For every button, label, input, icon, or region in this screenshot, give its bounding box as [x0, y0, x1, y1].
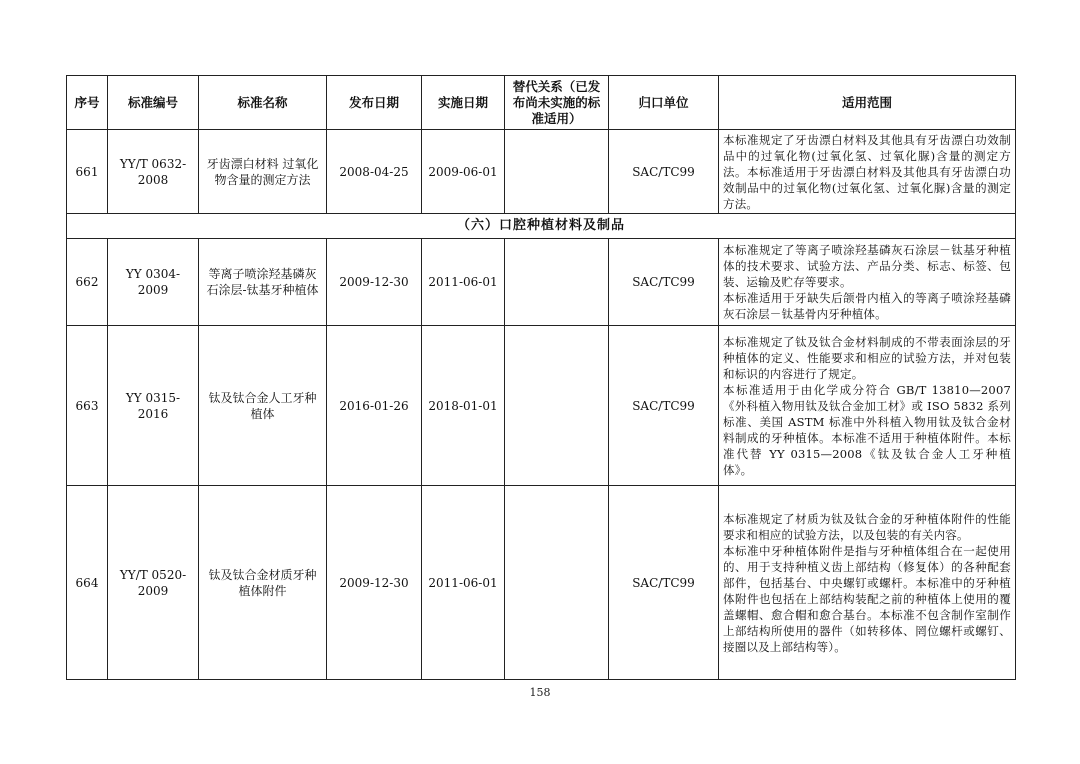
row-standard-code: YY 0315-2016 [108, 326, 199, 486]
section-title: （六）口腔种植材料及制品 [67, 214, 1016, 239]
header-implement-date: 实施日期 [422, 76, 505, 130]
header-scope: 适用范围 [719, 76, 1016, 130]
section-row [67, 214, 1016, 239]
table-row [67, 239, 1016, 326]
row-scope [719, 326, 1016, 486]
row-unit: SAC/TC99 [609, 130, 719, 214]
page-number: 158 [529, 686, 551, 699]
row-replacement [505, 239, 609, 326]
row-publish-date: 2009-12-30 [327, 239, 422, 326]
table-row [67, 486, 1016, 680]
row-scope [719, 130, 1016, 214]
scope-paragraph: 本标准规定了牙齿漂白材料及其他具有牙齿漂白功效制品中的过氧化物(过氧化氢、过氧化脲)含量的测定方法。本标准适用于牙齿漂白材料及其他具有牙齿漂白功效制品中的过氧化物(过氧化氢、过氧化脲)含量的测定方法。 [723, 132, 1011, 211]
row-scope [719, 486, 1016, 680]
row-standard-name: 钛及钛合金材质牙种植体附件 [199, 486, 327, 680]
row-publish-date: 2009-12-30 [327, 486, 422, 680]
row-replacement [505, 326, 609, 486]
row-unit: SAC/TC99 [609, 326, 719, 486]
scope-paragraph: 本标准适用于牙缺失后颌骨内植入的等离子喷涂羟基磷灰石涂层－钛基骨内牙种植体。 [723, 291, 1011, 321]
row-implement-date: 2011-06-01 [422, 239, 505, 326]
row-standard-name: 钛及钛合金人工牙种植体 [199, 326, 327, 486]
header-standard-name: 标准名称 [199, 76, 327, 130]
row-standard-code: YY/T 0520-2009 [108, 486, 199, 680]
row-serial: 664 [67, 486, 108, 680]
header-publish-date: 发布日期 [327, 76, 422, 130]
row-replacement [505, 130, 609, 214]
row-publish-date: 2016-01-26 [327, 326, 422, 486]
scope-paragraph: 本标准规定了材质为钛及钛合金的牙种植体附件的性能要求和相应的试验方法，以及包装的有关内容。 [723, 511, 1011, 542]
row-serial: 663 [67, 326, 108, 486]
scope-paragraph: 本标准中牙种植体附件是指与牙种植体组合在一起使用的、用于支持种植义齿上部结构（修复体）的各种配套部件，包括基台、中央螺钉或螺杆。本标准中的牙种植体附件也包括在上部结构装配之前的种植体上使用的覆盖螺帽、愈合帽和愈合基台。本标准不包含制作室制作上部结构所使用的器件（如转移体、罔位螺杆或螺钉、接圈以及上部结构等）。 [723, 543, 1011, 654]
header-replacement: 替代关系（已发布尚未实施的标准适用） [505, 76, 609, 130]
row-unit: SAC/TC99 [609, 239, 719, 326]
table-section [67, 214, 1016, 239]
table-row [67, 326, 1016, 486]
row-implement-date: 2009-06-01 [422, 130, 505, 214]
row-standard-code: YY 0304-2009 [108, 239, 199, 326]
table-header-row [67, 76, 1016, 130]
scope-paragraph: 本标准规定了钛及钛合金材料制成的不带表面涂层的牙种植体的定义、性能要求和相应的试验方法，并对包装和标识的内容进行了规定。 [723, 334, 1011, 381]
table-body-top [67, 130, 1016, 214]
row-serial: 661 [67, 130, 108, 214]
table-row [67, 130, 1016, 214]
row-standard-name: 等离子喷涂羟基磷灰石涂层-钛基牙种植体 [199, 239, 327, 326]
scope-paragraph: 本标准规定了等离子喷涂羟基磷灰石涂层－钛基牙种植体的技术要求、试验方法、产品分类、标志、标签、包装、运输及贮存等要求。 [723, 243, 1011, 289]
row-implement-date: 2018-01-01 [422, 326, 505, 486]
header-serial: 序号 [67, 76, 108, 130]
header-unit: 归口单位 [609, 76, 719, 130]
scope-paragraph: 本标准适用于由化学成分符合 GB/T 13810—2007《外科植入物用钛及钛合金加工材》或 ISO 5832 系列标准、美国 ASTM 标准中外科植入物用钛及钛合金材料制成的牙种植体。本标准不适用于种植体附件。本标准代替 YY 0315—2008《钛及钛合金人工牙种植体》。 [723, 382, 1011, 477]
row-replacement [505, 486, 609, 680]
row-unit: SAC/TC99 [609, 486, 719, 680]
row-scope [719, 239, 1016, 326]
row-implement-date: 2011-06-01 [422, 486, 505, 680]
table-body-bottom [67, 239, 1016, 680]
header-standard-code: 标准编号 [108, 76, 199, 130]
row-standard-code: YY/T 0632-2008 [108, 130, 199, 214]
row-standard-name: 牙齿漂白材料 过氧化物含量的测定方法 [199, 130, 327, 214]
row-serial: 662 [67, 239, 108, 326]
row-publish-date: 2008-04-25 [327, 130, 422, 214]
standards-table [66, 75, 1016, 680]
